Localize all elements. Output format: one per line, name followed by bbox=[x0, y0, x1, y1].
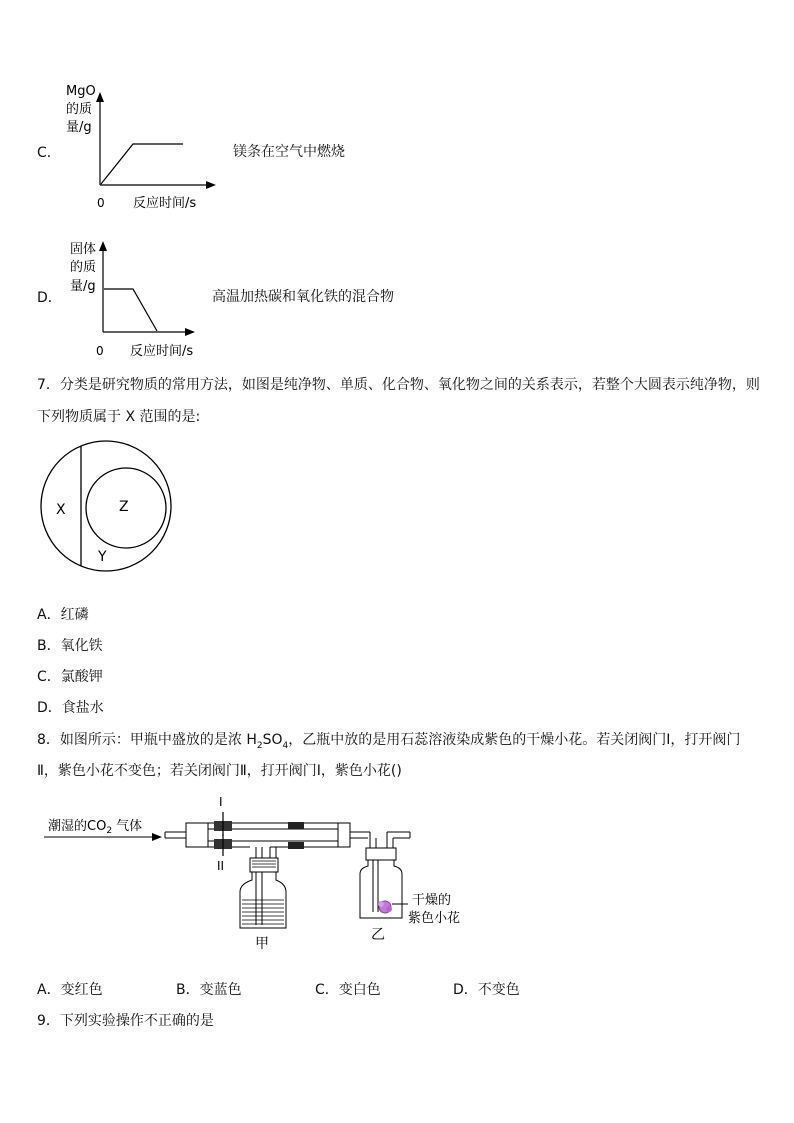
gas-label: 潮湿的$CO_2$ 气体 bbox=[48, 819, 143, 836]
right-junction bbox=[338, 823, 350, 847]
q9-text: 9．下列实验操作不正确的是 bbox=[37, 1013, 214, 1029]
graph-c-ylabel-1: MgO bbox=[66, 84, 96, 99]
flower-label-1: 干燥的 bbox=[412, 893, 452, 908]
q8-option-d: D．不变色 bbox=[453, 982, 520, 998]
q7-text-line1: 7．分类是研究物质的常用方法，如图是纯净物、单质、化合物、氧化物之间的关系表示，若整个大圆表示纯净物，则 bbox=[37, 377, 760, 393]
region-y-label: Y bbox=[98, 549, 107, 565]
q7-text-line2: 下列物质属于 X 范围的是: bbox=[37, 409, 201, 425]
region-x-label: X bbox=[56, 502, 66, 518]
q8-option-a: A．变红色 bbox=[37, 982, 103, 998]
q7-option-d: D．食盐水 bbox=[37, 700, 104, 716]
gas-arrow-head bbox=[152, 833, 162, 841]
graph-d-xlabel: 反应时间/s bbox=[130, 344, 194, 359]
q7-option-b: B．氧化铁 bbox=[37, 638, 103, 654]
option-d-caption: 高温加热碳和氧化铁的混合物 bbox=[212, 289, 394, 305]
q8-text-line1: 8．如图所示：甲瓶中盛放的是浓 $H_2SO_4$，乙瓶中放的是用石蕊溶液染成紫色的干燥小花。若关闭阀门Ⅰ，打开阀门 bbox=[37, 732, 741, 751]
valve-1-label: I bbox=[219, 795, 223, 809]
clamp-top bbox=[288, 822, 304, 829]
q8-text-line2: Ⅱ，紫色小花不变色；若关闭阀门Ⅱ，打开阀门Ⅰ，紫色小花() bbox=[37, 763, 402, 779]
clamp-bottom bbox=[288, 842, 304, 849]
graph-c-origin: 0 bbox=[97, 196, 105, 210]
q8-option-c: C．变白色 bbox=[315, 982, 381, 998]
graph-d-ylabel-1: 固体 bbox=[70, 242, 97, 257]
bottle-yi-label: 乙 bbox=[371, 927, 385, 943]
bottle-jia bbox=[240, 858, 286, 928]
q7-option-c: C．氯酸钾 bbox=[37, 669, 103, 685]
graph-d-ylabel-3: 量/g bbox=[70, 279, 96, 294]
q8-option-b: B．变蓝色 bbox=[176, 982, 242, 998]
graph-d-origin: 0 bbox=[96, 344, 104, 358]
graph-d-ylabel-2: 的质 bbox=[70, 260, 97, 275]
option-d-letter: D． bbox=[37, 290, 62, 306]
q7-option-a: A．红磷 bbox=[37, 607, 89, 623]
bottle-jia-label: 甲 bbox=[255, 936, 269, 952]
option-c-caption: 镁条在空气中燃烧 bbox=[233, 144, 345, 160]
graph-c-xlabel: 反应时间/s bbox=[133, 196, 197, 211]
flower-label-2: 紫色小花 bbox=[408, 911, 461, 926]
graph-c-ylabel-3: 量/g bbox=[66, 120, 92, 135]
valve-2-label: II bbox=[217, 859, 225, 873]
graph-c-ylabel-2: 的质 bbox=[66, 102, 93, 117]
bottle-yi bbox=[360, 832, 410, 918]
left-junction bbox=[186, 823, 208, 847]
region-z-label: Z bbox=[119, 499, 129, 515]
option-c-letter: C． bbox=[37, 145, 61, 161]
